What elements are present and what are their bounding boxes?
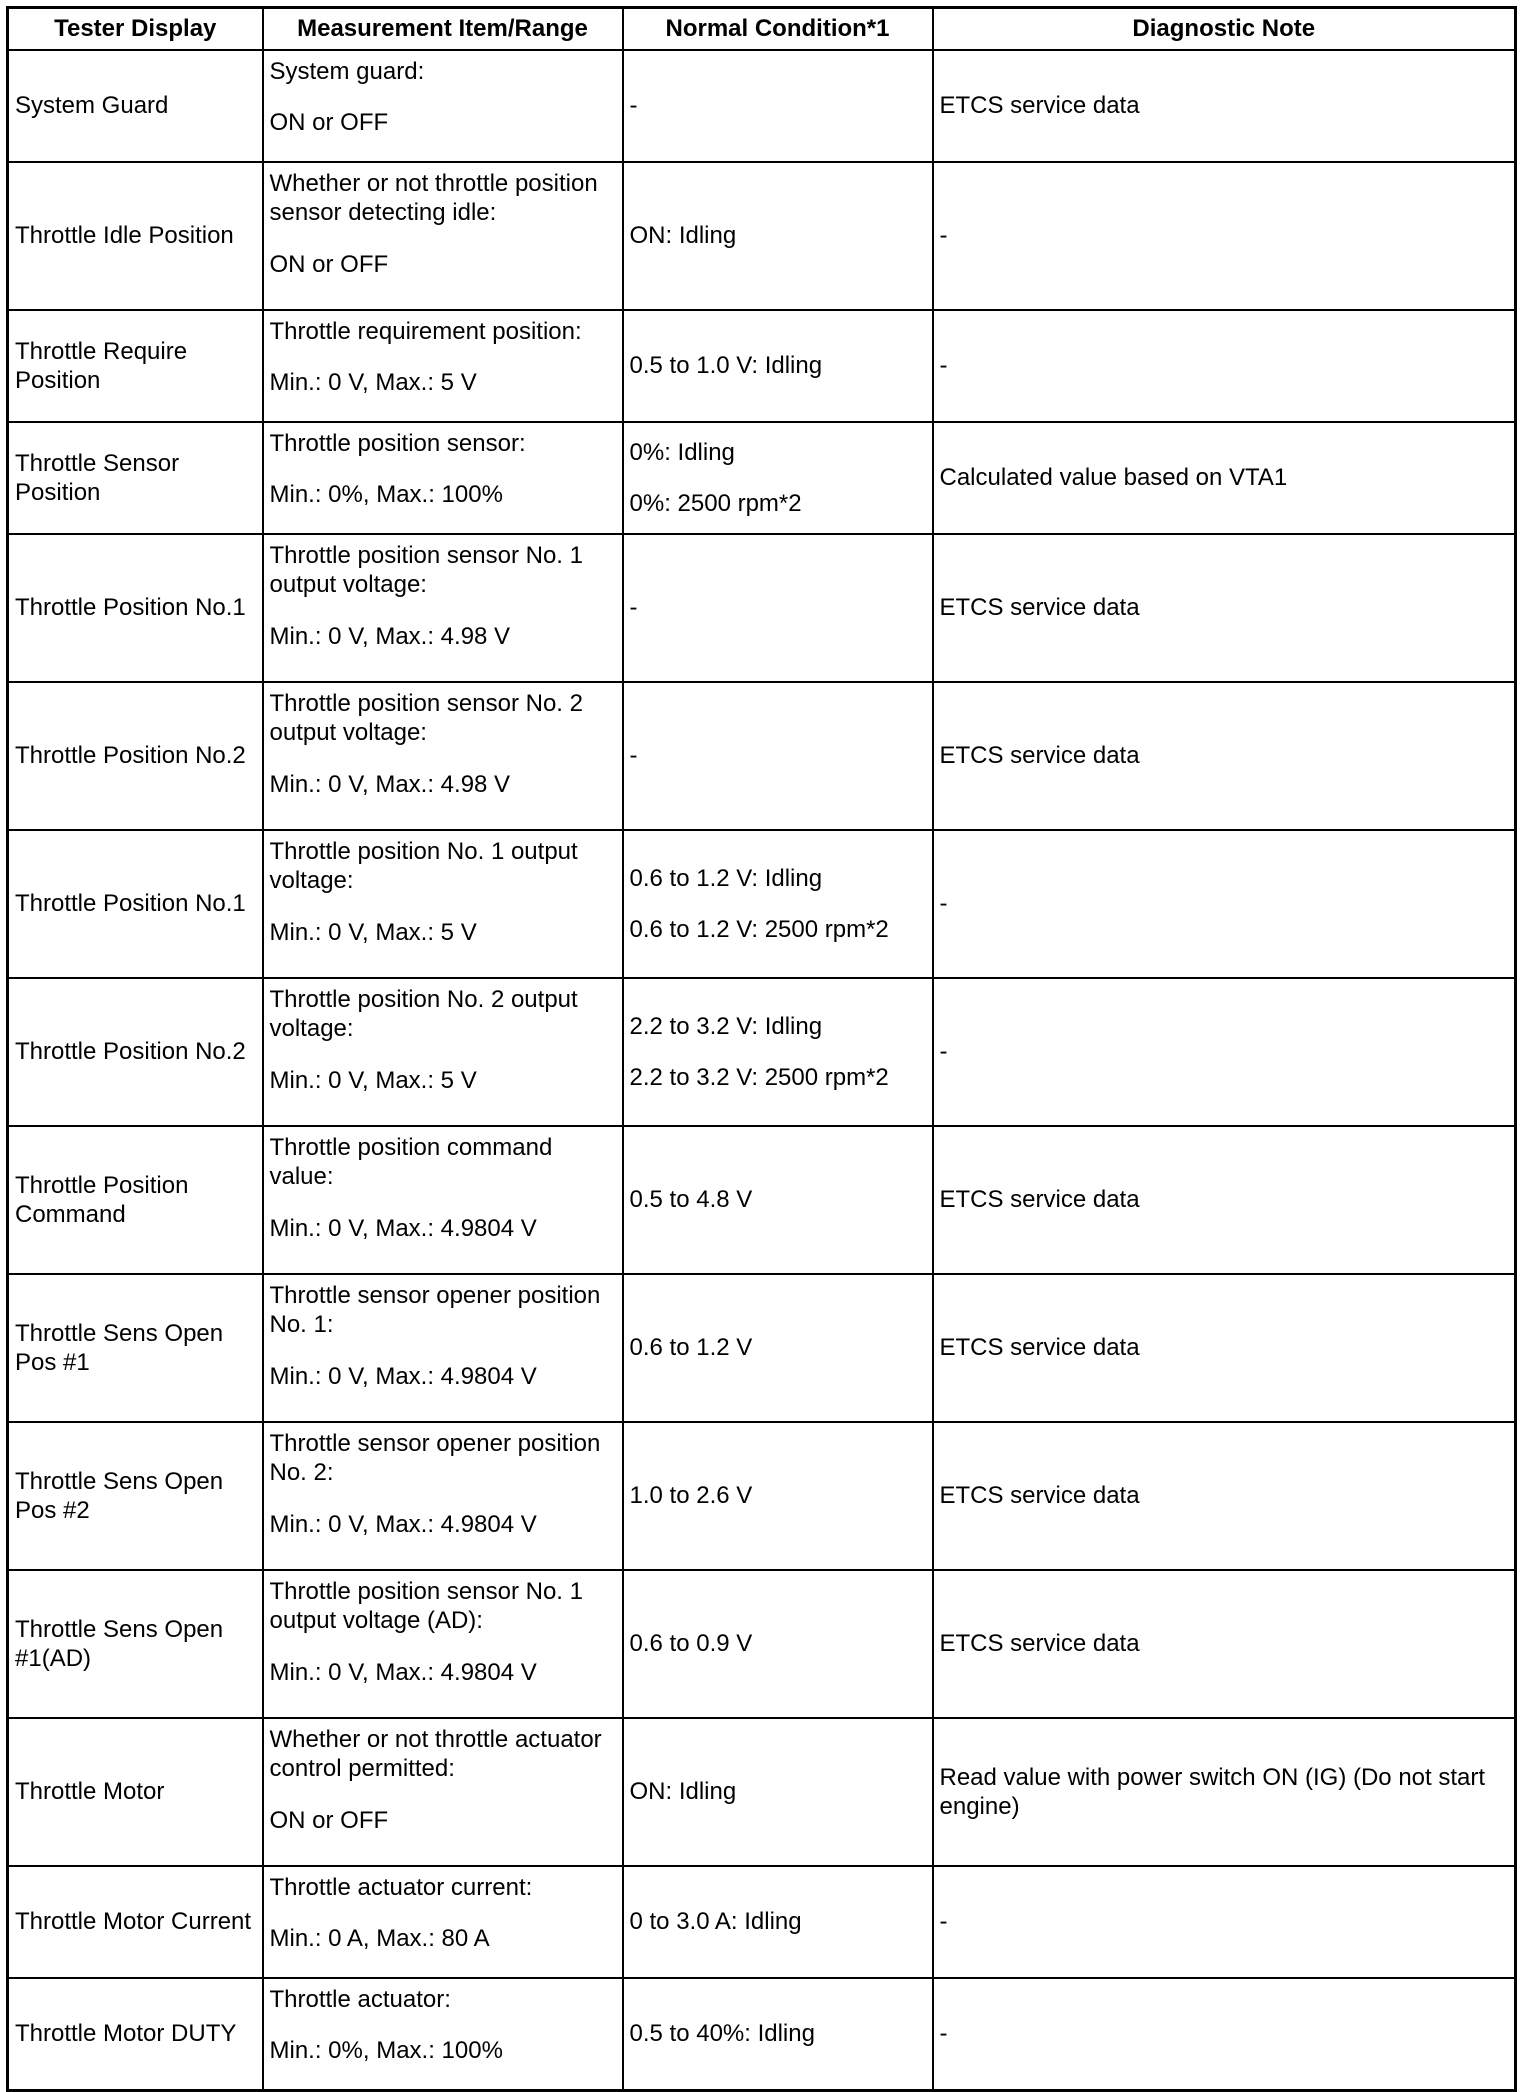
normal-condition-line: 0.6 to 1.2 V — [629, 1334, 753, 1362]
tester-display-cell: Throttle Sens Open Pos #1 — [8, 1274, 263, 1422]
normal-condition-line: 0%: Idling — [629, 438, 735, 466]
normal-condition-cell — [623, 1126, 933, 1274]
diagnostic-note-cell: - — [933, 310, 1516, 422]
measurement-cell — [263, 1570, 623, 1718]
measurement-item: Throttle position command value: — [269, 1134, 553, 1191]
tester-display-cell: Throttle Motor Current — [8, 1866, 263, 1978]
diagnostic-note-cell: ETCS service data — [933, 534, 1516, 682]
normal-condition-cell — [623, 682, 933, 830]
measurement-range: ON or OFF — [269, 109, 389, 137]
table-row — [8, 1274, 1516, 1422]
normal-condition-line: 0 to 3.0 A: Idling — [629, 1908, 802, 1936]
normal-condition-line: 2.2 to 3.2 V: 2500 rpm*2 — [629, 1064, 889, 1091]
measurement-range: Min.: 0%, Max.: 100% — [269, 2037, 503, 2065]
table-row — [8, 830, 1516, 978]
tester-display-cell: Throttle Sens Open Pos #2 — [8, 1422, 263, 1570]
measurement-range: Min.: 0 V, Max.: 4.9804 V — [269, 1214, 537, 1242]
data-list-table — [6, 6, 1517, 2092]
measurement-range: Min.: 0 V, Max.: 4.98 V — [269, 622, 511, 650]
measurement-item: Throttle position No. 2 output voltage: — [269, 986, 578, 1043]
header-measurement-item: Measurement Item/Range — [263, 8, 623, 51]
normal-condition-line: 0%: 2500 rpm*2 — [629, 490, 802, 517]
diagnostic-note-cell: Calculated value based on VTA1 — [933, 422, 1516, 534]
measurement-item: Throttle position sensor: — [269, 430, 526, 457]
measurement-cell — [263, 830, 623, 978]
measurement-item: Whether or not throttle position sensor detecting idle: — [269, 170, 598, 227]
measurement-item: System guard: — [269, 58, 425, 85]
table-row — [8, 310, 1516, 422]
table-row — [8, 534, 1516, 682]
tester-display-cell: Throttle Sensor Position — [8, 422, 263, 534]
data-list-sheet — [6, 6, 1514, 2065]
tester-display-cell: Throttle Position No.2 — [8, 978, 263, 1126]
diagnostic-note-cell: - — [933, 1866, 1516, 1978]
tester-display-cell: Throttle Position No.2 — [8, 682, 263, 830]
normal-condition-cell — [623, 162, 933, 310]
table-body — [8, 50, 1516, 2090]
measurement-range: Min.: 0 A, Max.: 80 A — [269, 1925, 490, 1953]
measurement-range: Min.: 0 V, Max.: 5 V — [269, 1066, 477, 1094]
table-row — [8, 162, 1516, 310]
diagnostic-note-cell: Read value with power switch ON (IG) (Do not start engine) — [933, 1718, 1516, 1866]
normal-condition-cell — [623, 534, 933, 682]
normal-condition-line: 0.6 to 0.9 V — [629, 1630, 753, 1658]
normal-condition-line: - — [629, 92, 638, 120]
measurement-cell — [263, 978, 623, 1126]
measurement-range: Min.: 0 V, Max.: 4.9804 V — [269, 1658, 537, 1686]
measurement-item: Throttle sensor opener position No. 2: — [269, 1430, 601, 1487]
measurement-cell — [263, 422, 623, 534]
table-row — [8, 1718, 1516, 1866]
normal-condition-cell — [623, 1866, 933, 1978]
measurement-cell — [263, 682, 623, 830]
table-row — [8, 1422, 1516, 1570]
measurement-cell — [263, 162, 623, 310]
normal-condition-line: 0.5 to 4.8 V — [629, 1186, 753, 1214]
measurement-range: Min.: 0 V, Max.: 5 V — [269, 369, 477, 397]
measurement-cell — [263, 534, 623, 682]
normal-condition-cell — [623, 830, 933, 978]
normal-condition-cell — [623, 978, 933, 1126]
header-tester-display: Tester Display — [8, 8, 263, 51]
normal-condition-cell — [623, 1978, 933, 2090]
normal-condition-line: - — [629, 742, 638, 770]
measurement-item: Throttle actuator: — [269, 1986, 451, 2013]
tester-display-cell: Throttle Position No.1 — [8, 534, 263, 682]
tester-display-cell: System Guard — [8, 50, 263, 162]
measurement-cell — [263, 310, 623, 422]
measurement-item: Throttle actuator current: — [269, 1874, 533, 1901]
measurement-cell — [263, 1866, 623, 1978]
measurement-item: Throttle position sensor No. 1 output voltage: — [269, 542, 583, 599]
measurement-range: Min.: 0 V, Max.: 4.98 V — [269, 770, 511, 798]
normal-condition-line: ON: Idling — [629, 222, 737, 250]
table-row — [8, 422, 1516, 534]
measurement-cell — [263, 1718, 623, 1866]
measurement-cell — [263, 1126, 623, 1274]
diagnostic-note-cell: - — [933, 1978, 1516, 2090]
measurement-cell — [263, 1422, 623, 1570]
measurement-item: Whether or not throttle actuator control permitted: — [269, 1726, 602, 1783]
diagnostic-note-cell: - — [933, 978, 1516, 1126]
table-row — [8, 1570, 1516, 1718]
normal-condition-line: 0.5 to 40%: Idling — [629, 2020, 815, 2048]
tester-display-cell: Throttle Motor DUTY — [8, 1978, 263, 2090]
tester-display-cell: Throttle Position No.1 — [8, 830, 263, 978]
normal-condition-cell — [623, 422, 933, 534]
header-normal-condition: Normal Condition*1 — [623, 8, 933, 51]
measurement-range: Min.: 0 V, Max.: 5 V — [269, 918, 477, 946]
diagnostic-note-cell: ETCS service data — [933, 50, 1516, 162]
normal-condition-line: 0.6 to 1.2 V: Idling — [629, 864, 823, 892]
diagnostic-note-cell: - — [933, 830, 1516, 978]
diagnostic-note-cell: ETCS service data — [933, 1422, 1516, 1570]
normal-condition-cell — [623, 50, 933, 162]
measurement-cell — [263, 1978, 623, 2090]
normal-condition-line: 1.0 to 2.6 V — [629, 1482, 753, 1510]
measurement-item: Throttle position No. 1 output voltage: — [269, 838, 578, 895]
normal-condition-cell — [623, 1570, 933, 1718]
table-row — [8, 50, 1516, 162]
diagnostic-note-cell: ETCS service data — [933, 682, 1516, 830]
diagnostic-note-cell: ETCS service data — [933, 1126, 1516, 1274]
measurement-range: Min.: 0 V, Max.: 4.9804 V — [269, 1510, 537, 1538]
table-row — [8, 1866, 1516, 1978]
normal-condition-cell — [623, 310, 933, 422]
measurement-item: Throttle sensor opener position No. 1: — [269, 1282, 601, 1339]
normal-condition-line: 2.2 to 3.2 V: Idling — [629, 1012, 823, 1040]
header-diagnostic-note: Diagnostic Note — [933, 8, 1516, 51]
measurement-item: Throttle requirement position: — [269, 318, 582, 345]
tester-display-cell: Throttle Position Command — [8, 1126, 263, 1274]
normal-condition-cell — [623, 1422, 933, 1570]
measurement-item: Throttle position sensor No. 2 output voltage: — [269, 690, 583, 747]
measurement-cell — [263, 1274, 623, 1422]
normal-condition-cell — [623, 1274, 933, 1422]
measurement-cell — [263, 50, 623, 162]
tester-display-cell: Throttle Sens Open #1(AD) — [8, 1570, 263, 1718]
measurement-range: Min.: 0 V, Max.: 4.9804 V — [269, 1362, 537, 1390]
table-row — [8, 1126, 1516, 1274]
measurement-item: Throttle position sensor No. 1 output voltage (AD): — [269, 1578, 583, 1635]
tester-display-cell: Throttle Idle Position — [8, 162, 263, 310]
normal-condition-line: 0.6 to 1.2 V: 2500 rpm*2 — [629, 916, 889, 943]
header-row — [8, 8, 1516, 51]
diagnostic-note-cell: - — [933, 162, 1516, 310]
measurement-range: Min.: 0%, Max.: 100% — [269, 481, 503, 509]
diagnostic-note-cell: ETCS service data — [933, 1274, 1516, 1422]
normal-condition-cell — [623, 1718, 933, 1866]
tester-display-cell: Throttle Motor — [8, 1718, 263, 1866]
diagnostic-note-cell: ETCS service data — [933, 1570, 1516, 1718]
table-row — [8, 978, 1516, 1126]
measurement-range: ON or OFF — [269, 250, 389, 278]
normal-condition-line: 0.5 to 1.0 V: Idling — [629, 352, 823, 380]
table-row — [8, 682, 1516, 830]
normal-condition-line: - — [629, 594, 638, 622]
tester-display-cell: Throttle Require Position — [8, 310, 263, 422]
table-row — [8, 1978, 1516, 2090]
normal-condition-line: ON: Idling — [629, 1778, 737, 1806]
measurement-range: ON or OFF — [269, 1806, 389, 1834]
